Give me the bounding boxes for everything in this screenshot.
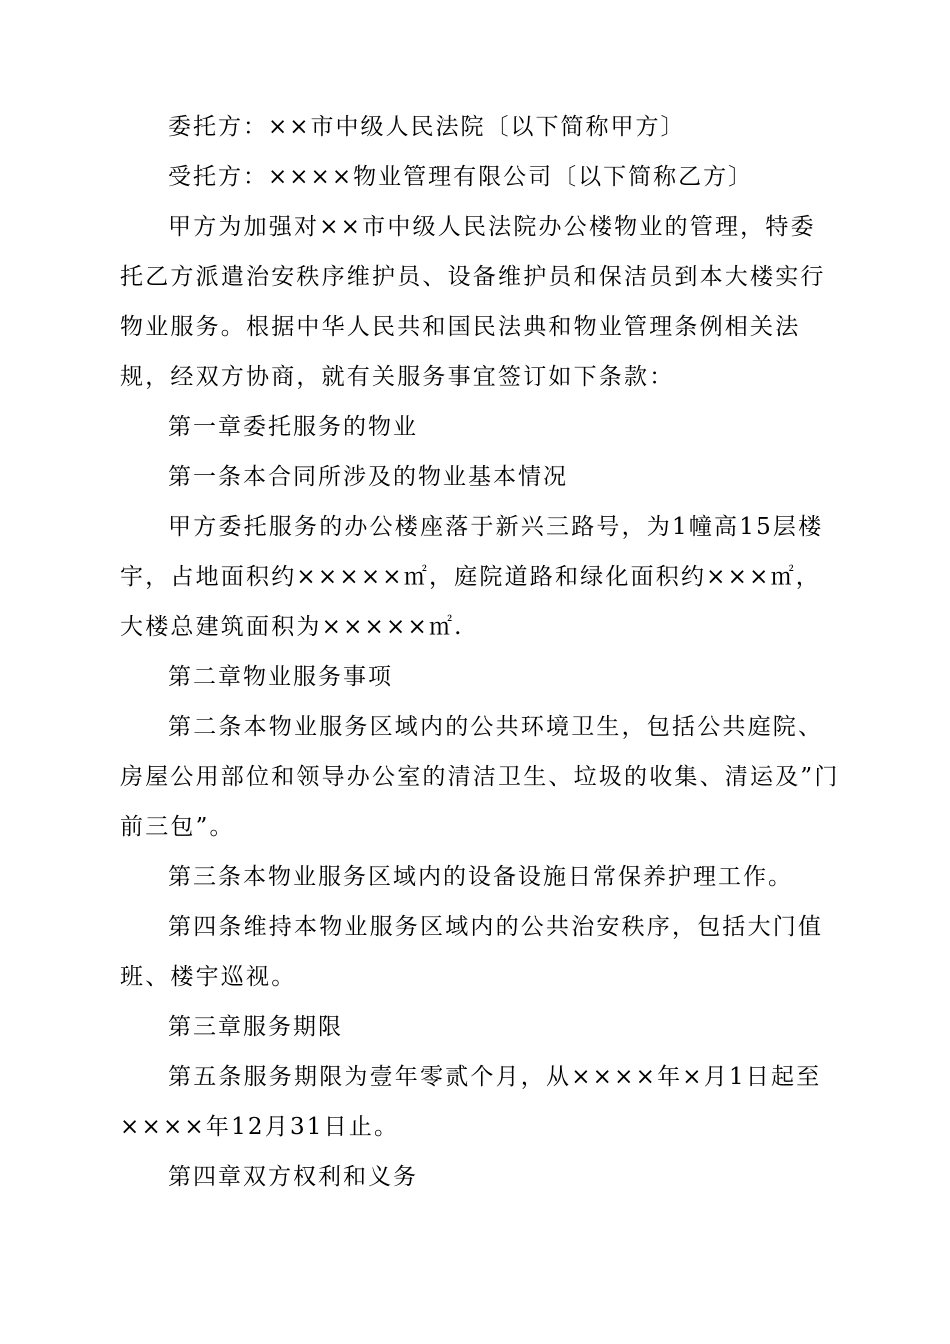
article-3: 第三条本物业服务区域内的设备设施日常保养护理工作。 <box>168 864 793 890</box>
chapter-heading-2: 第二章物业服务事项 <box>168 664 393 690</box>
article-5: 第五条服务期限为壹年零贰个月，从××××年×月1日起至××××年12月31日止。 <box>120 1064 822 1140</box>
party-entrusting: 委托方：××市中级人民法院〔以下简称甲方〕 <box>168 114 686 140</box>
party-entrusted: 受托方：××××物业管理有限公司〔以下简称乙方〕 <box>168 164 754 190</box>
article-2: 第二条本物业服务区域内的公共环境卫生，包括公共庭院、房屋公用部位和领导办公室的清洁卫生、垃圾的收集、清运及”门前三包”。 <box>120 714 840 840</box>
preamble-paragraph: 甲方为加强对××市中级人民法院办公楼物业的管理，特委托乙方派遣治安秩序维护员、设备维护员和保洁员到本大楼实行物业服务。根据中华人民共和国民法典和物业管理条例相关法规，经双方协商，就有关服务事宜签订如下条款： <box>120 214 826 390</box>
chapter-heading-3: 第三章服务期限 <box>168 1014 343 1040</box>
document-body <box>120 102 840 1202</box>
article-4: 第四条维持本物业服务区域内的公共治安秩序，包括大门值班、楼宇巡视。 <box>120 914 824 990</box>
chapter-heading-1: 第一章委托服务的物业 <box>168 414 418 440</box>
article-1: 第一条本合同所涉及的物业基本情况 <box>168 464 568 490</box>
article-1-detail: 甲方委托服务的办公楼座落于新兴三路号，为1幢高15层楼宇，占地面积约×××××㎡，庭院道路和绿化面积约×××㎡，大楼总建筑面积为×××××㎡. <box>120 514 824 640</box>
chapter-heading-4: 第四章双方权利和义务 <box>168 1164 418 1190</box>
